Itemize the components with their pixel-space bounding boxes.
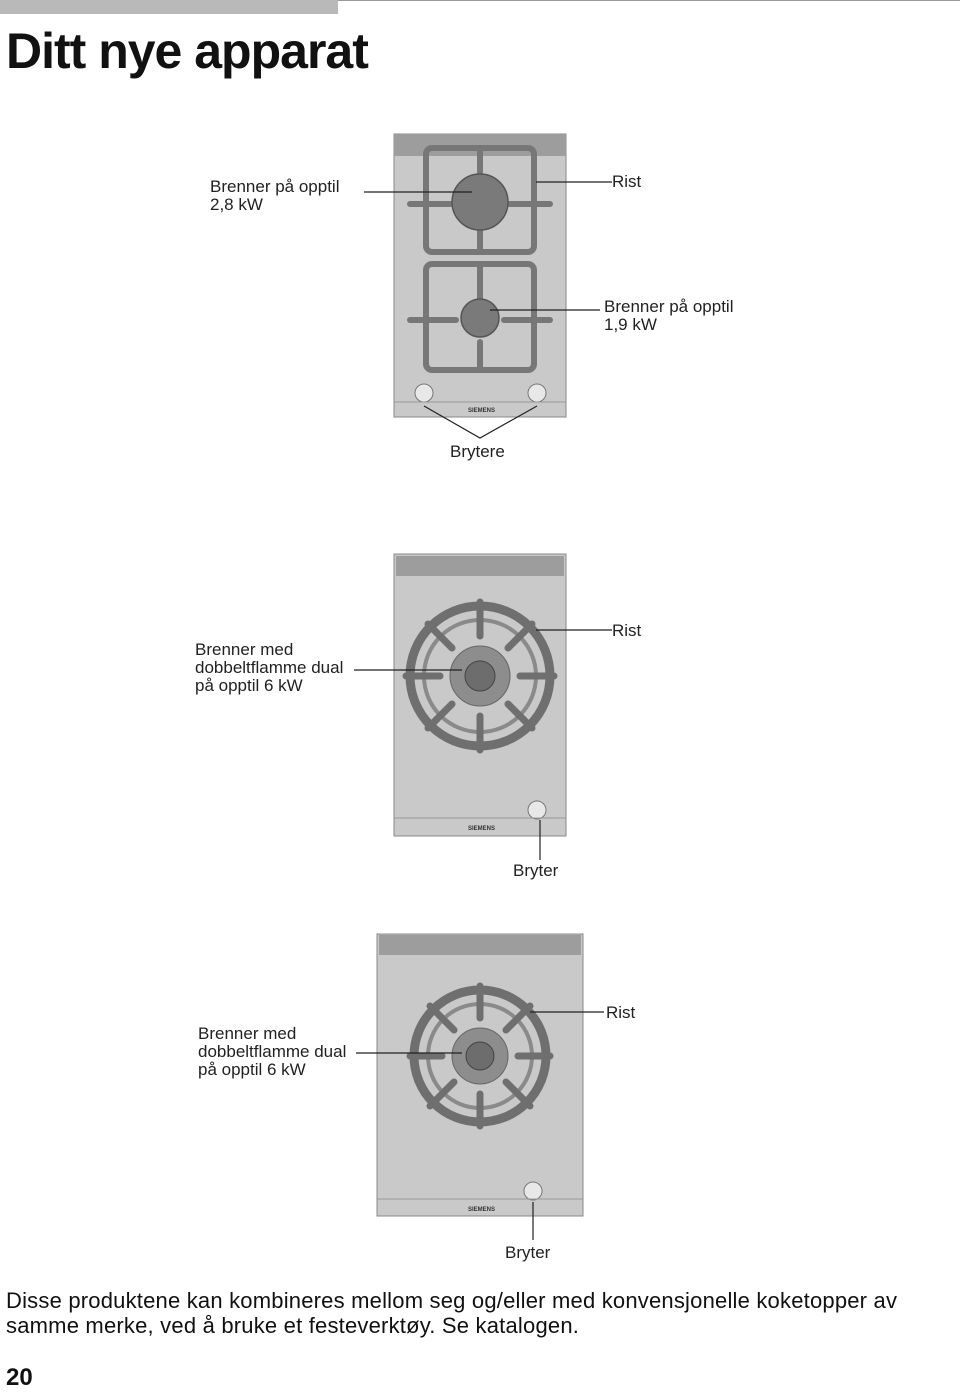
header-bar [0,0,338,14]
wok-burner-label: Brenner med dobbeltflamme dual på opptil 6 kW [195,640,344,695]
brand-logo [468,406,498,414]
grate-label: Rist [612,172,642,191]
svg-text:SIEMENS: SIEMENS [468,408,496,414]
grate-label: Rist [606,1003,636,1022]
svg-text:SIEMENS: SIEMENS [468,826,496,832]
brand-logo [468,824,498,832]
wok-hob-illustration-1 [0,552,960,892]
figure-wok-hob-2 [0,932,960,1272]
control-label: Bryter [513,861,559,880]
body-text: Disse produktene kan kombineres mellom seg og/eller med konvensjonelle koketopper av samme merke, ved å bruke et festeverktøy. Se katalogen. [6,1288,898,1338]
control-label: Bryter [505,1243,551,1262]
header-rule [338,0,960,1]
controls-label: Brytere [450,442,505,461]
wok-burner-label: Brenner med dobbeltflamme dual på opptil 6 kW [198,1024,347,1079]
burner-small-label: Brenner på opptil 1,9 kW [604,297,734,334]
page-number: 20 [6,1364,33,1391]
svg-text:SIEMENS: SIEMENS [468,1207,496,1213]
figure-two-burner-hob [0,130,960,470]
burner-large-label: Brenner på opptil 2,8 kW [210,177,340,214]
grate-label: Rist [612,621,642,640]
wok-hob-illustration-2 [0,932,960,1272]
two-burner-hob-illustration [0,130,960,470]
figure-wok-hob-1 [0,552,960,892]
page-title: Ditt nye apparat [6,23,368,79]
brand-logo [468,1205,498,1213]
